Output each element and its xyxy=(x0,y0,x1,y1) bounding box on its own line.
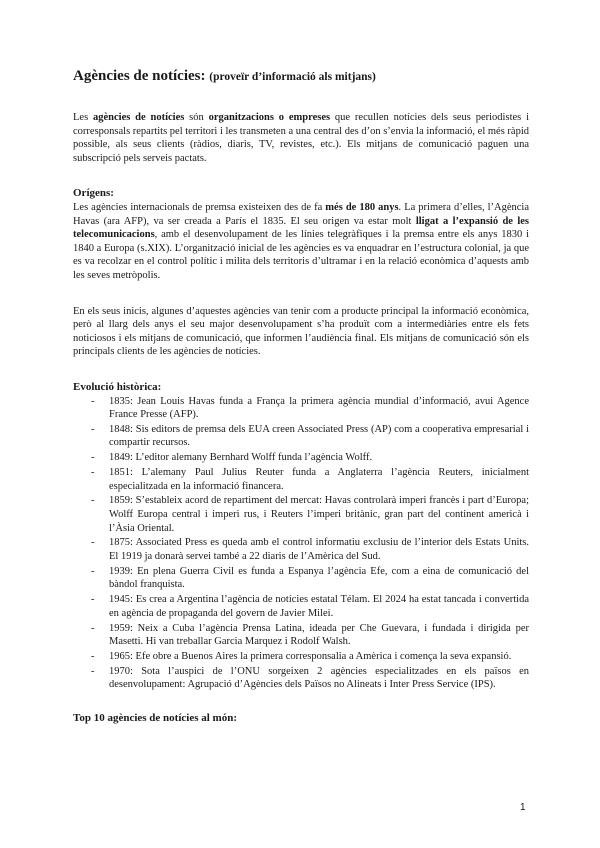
list-item xyxy=(73,665,529,692)
list-item-text: 1849: L’editor alemany Bernhard Wolff funda l’agència Wolff. xyxy=(109,452,373,464)
list-dash: - xyxy=(91,423,95,435)
intro-section xyxy=(73,111,529,165)
intro-text-1: Les xyxy=(73,112,93,123)
origins-text-1: Les agències internacionals de premsa existeixen des de fa xyxy=(73,201,326,213)
intro-paragraph xyxy=(73,111,529,165)
list-dash: - xyxy=(91,594,95,606)
intro-text-3: que recullen notícies dels seus periodistes i corresponsals repartits pel territori i les transmeten a una central des d’on s’envia la informació, el més ràpid possible, als seus clients (ràdios, diaris, TV, revistes, etc.). Els mitjans de comunicació paguen una subscripció pels serveis pactats. xyxy=(73,112,530,164)
list-dash: - xyxy=(91,537,95,549)
page-title xyxy=(73,66,529,87)
list-dash: - xyxy=(91,452,95,464)
list-item-text: 1945: Es crea a Argentina l’agència de notícies estatal Télam. El 2024 ha estat tancada i convertida en agència de propaganda del govern de Javier Milei. xyxy=(109,594,529,619)
document-content xyxy=(73,66,529,724)
origins-text-2: . La primera d’elles, l’Agència Havas (ara AFP), va ser creada a París el 1835. El seu origen va estar molt xyxy=(73,201,530,227)
list-item-text: 1939: En plena Guerra Civil es funda a Espanya l’agència Efe, com a eina de comunicació del bàndol franquista. xyxy=(109,565,529,591)
list-dash: - xyxy=(91,565,95,577)
list-item-text: 1848: Sis editors de premsa dels EUA creen Associated Press (AP) com a cooperativa empresarial i compartir recursos. xyxy=(109,423,529,449)
list-item-text: 1859: S’estableix acord de repartiment del mercat: Havas controlarà imperi francès i part d’Europa; Wolff Europa central i imperi rus, i Reuters l’imperi britànic, gran part del continent americà i l’Àsia Oriental. xyxy=(109,495,529,534)
list-item-text: 1875: Associated Press es queda amb el control informatiu exclusiu de l’interior dels Estats Units. El 1919 ja donarà servei també a 22 diaris de l’Amèrica del Sud. xyxy=(109,537,529,562)
list-dash: - xyxy=(91,622,95,634)
evolution-section xyxy=(73,381,529,692)
list-dash: - xyxy=(91,650,95,662)
list-item xyxy=(73,451,529,465)
list-item xyxy=(73,395,529,422)
list-item-text: 1851: L’alemany Paul Julius Reuter funda a Anglaterra l’agència Reuters, inicialment especialitzada en la informació financera. xyxy=(109,467,529,492)
origins-paragraph xyxy=(73,201,529,283)
origins-bold-1: més de 180 anys xyxy=(325,201,399,213)
list-item xyxy=(73,494,529,535)
list-item xyxy=(73,423,529,450)
list-item-text: 1970: Sota l’auspici de l’ONU sorgeixen 2 agències especialitzades en els països en desenvolupament: Agrupació d’Agències dels Països no Alineats i Inter Press Service (IPS). xyxy=(109,665,529,691)
list-item xyxy=(73,536,529,563)
economic-section xyxy=(73,305,529,359)
intro-bold-2: organitzacions o empreses xyxy=(208,112,331,123)
list-item xyxy=(73,593,529,620)
list-item xyxy=(73,622,529,649)
list-item xyxy=(73,466,529,493)
list-item xyxy=(73,565,529,592)
list-item xyxy=(73,650,529,664)
title-main: Agències de notícies: xyxy=(73,68,206,84)
intro-text-2: són xyxy=(184,112,209,123)
intro-bold-1: agències de notícies xyxy=(93,112,185,123)
list-dash: - xyxy=(91,395,95,407)
list-dash: - xyxy=(91,495,95,507)
list-item-text: 1959: Neix a Cuba l’agència Prensa Latina, ideada per Che Guevara, i fundada i dirigida per Masetti. Hi van treballar Garcia Marquez i Rodolf Walsh. xyxy=(109,622,529,648)
title-subtitle: (proveïr d’informació als mitjans) xyxy=(209,71,376,83)
list-dash: - xyxy=(91,467,95,479)
list-item-text: 1835: Jean Louis Havas funda a França la primera agència mundial d’informació, avui Agence France Presse (AFP). xyxy=(109,395,529,421)
origins-section xyxy=(73,187,529,282)
origins-bold-2: lligat a l’expansió de les telecomunicacions xyxy=(73,215,529,241)
top10-heading: Top 10 agències de notícies al món: xyxy=(73,711,237,724)
list-dash: - xyxy=(91,665,95,677)
evolution-heading: Evolució històrica: xyxy=(73,380,162,393)
page-number: 1 xyxy=(520,802,526,813)
economic-paragraph: En els seus inicis, algunes d’aquestes agències van tenir com a producte principal la informació econòmica, però al llarg dels anys el seu major desenvolupament s’ha produït com a intermediàries entre els fets noticiosos i els mitjans de comunicació, que informen l’audiència final. Els mitjans de comunicació són els principals clients de les agències de notícies. xyxy=(73,305,529,358)
evolution-list xyxy=(73,395,529,692)
list-item-text: 1965: Efe obre a Buenos Aires la primera corresponsalia a Amèrica i comença la seva expansió. xyxy=(109,650,512,662)
origins-text-3: , amb el desenvolupament de les línies telegràfiques i la premsa entre els anys 1830 i 1840 a Europa (s.XIX). L’organització inicial de les agències es va enquadrar en l’estructura colonial, ja que es va recolzar en el control polític i milita dels territoris d’ultramar i en la relació econòmica d’aquests amb les seves metròpolis. xyxy=(73,229,529,281)
origins-heading: Orígens: xyxy=(73,187,114,200)
